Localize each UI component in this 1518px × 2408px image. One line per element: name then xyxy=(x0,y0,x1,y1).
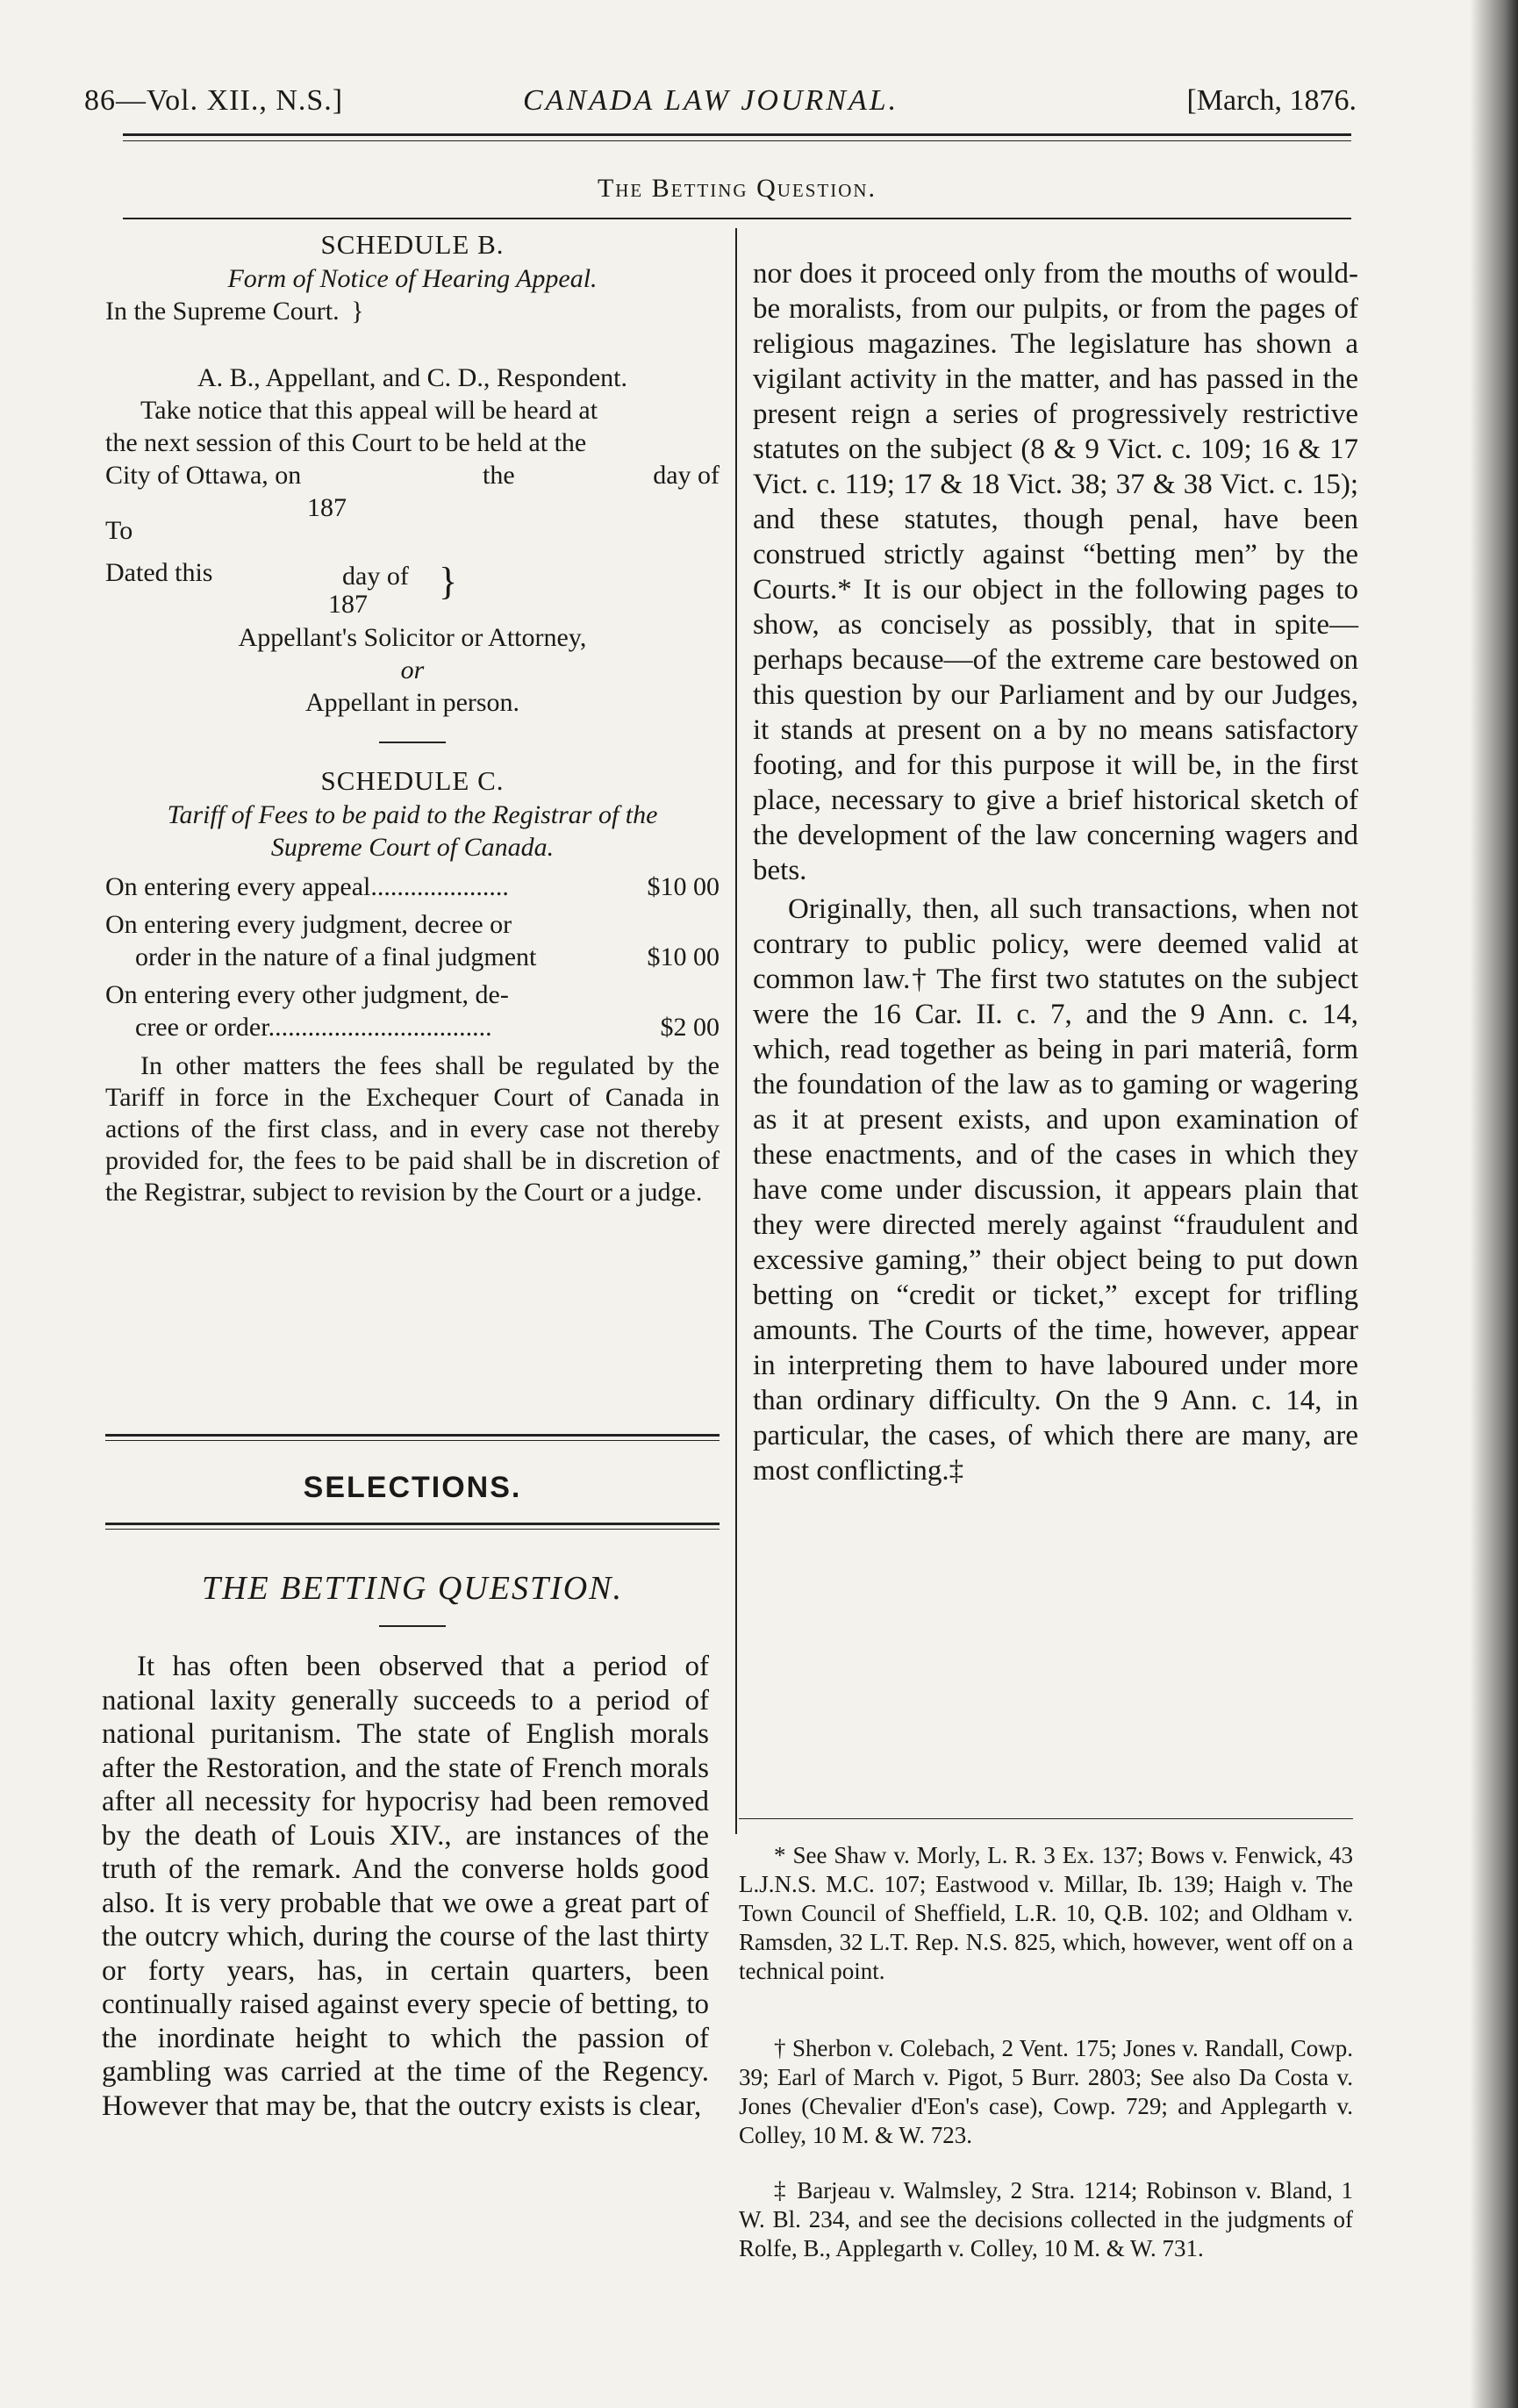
fee-label: cree or order.................................. xyxy=(135,1013,492,1042)
schedule-b-title: SCHEDULE B. xyxy=(320,229,505,260)
notice-day-of: day of xyxy=(653,461,720,490)
parties-line: A. B., Appellant, and C. D., Respondent. xyxy=(197,363,627,392)
title-short-rule xyxy=(379,1625,446,1627)
schedule-c-subtitle-2: Supreme Court of Canada. xyxy=(270,833,555,862)
dated-day-of: day of xyxy=(342,562,409,591)
article-title: THE BETTING QUESTION. xyxy=(201,1570,624,1607)
selections-rule-top-thin xyxy=(105,1440,720,1441)
article-paragraph-2: Originally, then, all such transactions, when not contrary to public policy, were deemed valid at common law.† The first two statutes on the subject were the 16 Car. II. c. 7, and the 9 Ann. c. 14, which, read together as being in pari materiâ, form the foundation of the law as to gaming or wagering as it at present exists, and upon examination of these enactments, and of the cases in which they have come under discussion, it appears plain that they were directed merely against “fraudulent and excessive gaming,” their object being to put down betting on “credit or ticket,” except for trifling amounts. The Courts of the time, however, appear in interpreting them to have laboured under more than ordinary difficulty. On the 9 Ann. c. 14, in particular, the cases, of which there are many, are most conflicting.‡ xyxy=(753,893,1358,1487)
tariff-note: In other matters the fees shall be regulated by the Tariff in force in the Exchequer Court of Canada in actions of the first class, and in every case not thereby provided for, the fees to be paid shall be in discretion of the Registrar, subject to revision by the Court or a judge. xyxy=(105,1051,720,1207)
footnote-3: ‡ Barjeau v. Walmsley, 2 Stra. 1214; Robinson v. Bland, 1 W. Bl. 234, and see the decisions collected in the judgments of Rolfe, B., Applegarth v. Colley, 10 M. & W. 731. xyxy=(739,2177,1353,2261)
notice-line-1: Take notice that this appeal will be heard at xyxy=(140,396,598,425)
column-divider xyxy=(735,228,737,1834)
footnote-rule xyxy=(739,1818,1353,1819)
in-person-line: Appellant in person. xyxy=(304,688,520,717)
header-rule-bottom xyxy=(123,140,1351,141)
to-label: To xyxy=(105,516,133,545)
fee-amount: $10 00 xyxy=(647,942,720,971)
to-block xyxy=(105,491,720,556)
notice-city: City of Ottawa, on xyxy=(105,461,302,490)
fee-row-other xyxy=(105,1011,720,1043)
fee-row-appeal xyxy=(105,871,720,903)
left-column xyxy=(105,228,720,1208)
brace-icon: } xyxy=(351,297,364,326)
fee-row-judgment xyxy=(105,941,720,973)
running-title: The Betting Question. xyxy=(597,174,877,203)
selections-heading: SELECTIONS. xyxy=(303,1471,522,1504)
or-line: or xyxy=(400,656,425,684)
fee-amount: $10 00 xyxy=(647,872,720,901)
solicitor-line: Appellant's Solicitor or Attorney, xyxy=(238,623,587,652)
court-label: In the Supreme Court. xyxy=(105,297,340,326)
fee-label: On entering every other judgment, de- xyxy=(105,980,509,1009)
notice-the: the xyxy=(483,461,515,490)
selections-rule-bottom-thin xyxy=(105,1529,720,1530)
dated-label: Dated this xyxy=(105,558,213,587)
page-volume-label: 86—Vol. XII., N.S.] xyxy=(84,84,344,117)
brace-icon: } xyxy=(439,560,458,603)
selections-rule-bottom xyxy=(105,1523,720,1525)
schedule-c-subtitle-1: Tariff of Fees to be paid to the Registrar of the xyxy=(167,800,658,829)
dated-block xyxy=(105,556,720,621)
footnote-1: * See Shaw v. Morly, L. R. 3 Ex. 137; Bows v. Fenwick, 43 L.J.N.S. M.C. 107; Eastwood v. Millar, Ib. 139; Haigh v. The Town Council of Sheffield, L.R. 10, Q.B. 102; and Oldham v. Ramsden, 32 L.T. Rep. N.S. 825, which, however, went off on a technical point. xyxy=(739,1842,1353,1984)
journal-title: CANADA LAW JOURNAL. xyxy=(523,84,899,117)
schedule-c-title: SCHEDULE C. xyxy=(320,765,505,796)
notice-year: 187 xyxy=(307,493,347,522)
fee-label: On entering every appeal..................... xyxy=(105,872,509,901)
page-header xyxy=(84,84,1357,137)
selections-rule-top xyxy=(105,1434,720,1437)
fee-label: On entering every judgment, decree or xyxy=(105,910,512,939)
issue-date: [March, 1876. xyxy=(1186,84,1357,117)
footnote-2: † Sherbon v. Colebach, 2 Vent. 175; Jones v. Randall, Cowp. 39; Earl of March v. Pigot, 5 Burr. 2803; See also Da Costa v. Jones (Chevalier d'Eon's case), Cowp. 729; and Applegarth v. Colley, 10 M. & W. 723. xyxy=(739,2035,1353,2148)
dated-year: 187 xyxy=(328,590,368,619)
right-column xyxy=(753,256,1358,1488)
schedule-separator xyxy=(379,742,446,743)
article-paragraph-1: It has often been observed that a period of national laxity generally succeeds to a period of national puritanism. The state of English morals after the Restoration, and the state of French morals after all necessity for hypocrisy had been removed by the death of Louis XIV., are instances of the truth of the remark. And the converse holds good also. It is very probable that we owe a great part of the outcry which, during the course of the last thirty or forty years, has, in certain quarters, been continually raised against every specie of betting, to the inordinate height to which the passion of gambling was carried at the time of the Regency. However that may be, that the outcry exists is clear, xyxy=(102,1651,709,2122)
running-rule xyxy=(123,218,1351,219)
notice-line-2: the next session of this Court to be held at the xyxy=(105,428,587,457)
header-rule-top xyxy=(123,133,1351,136)
notice-line-3 xyxy=(105,459,720,491)
fee-label: order in the nature of a final judgment xyxy=(135,942,537,971)
page-edge-shadow xyxy=(1470,0,1518,2408)
fee-amount: $2 00 xyxy=(660,1013,720,1042)
schedule-b-subtitle: Form of Notice of Hearing Appeal. xyxy=(227,264,598,293)
article-paragraph-1-continued: nor does it proceed only from the mouths of would-be moralists, from our pulpits, or from the pages of religious magazines. The legislature has shown a vigilant activity in the matter, and has passed in the present reign a series of progressively restrictive statutes on the subject (8 & 9 Vict. c. 109; 16 & 17 Vict. c. 119; 17 & 18 Vict. 38; 37 & 38 Vict. c. 15); and these statutes, though penal, have been construed strictly against “betting men” by the Courts.* It is our object in the following pages to show, as concisely as possibly, that in spite—perhaps because—of the extreme care bestowed on this question by our Parliament and by our Judges, it stands at present on a by no means satisfactory footing, and for this purpose it will be, in the first place, necessary to give a brief historical sketch of the development of the law concerning wagers and bets. xyxy=(753,258,1358,886)
court-line xyxy=(105,295,720,327)
